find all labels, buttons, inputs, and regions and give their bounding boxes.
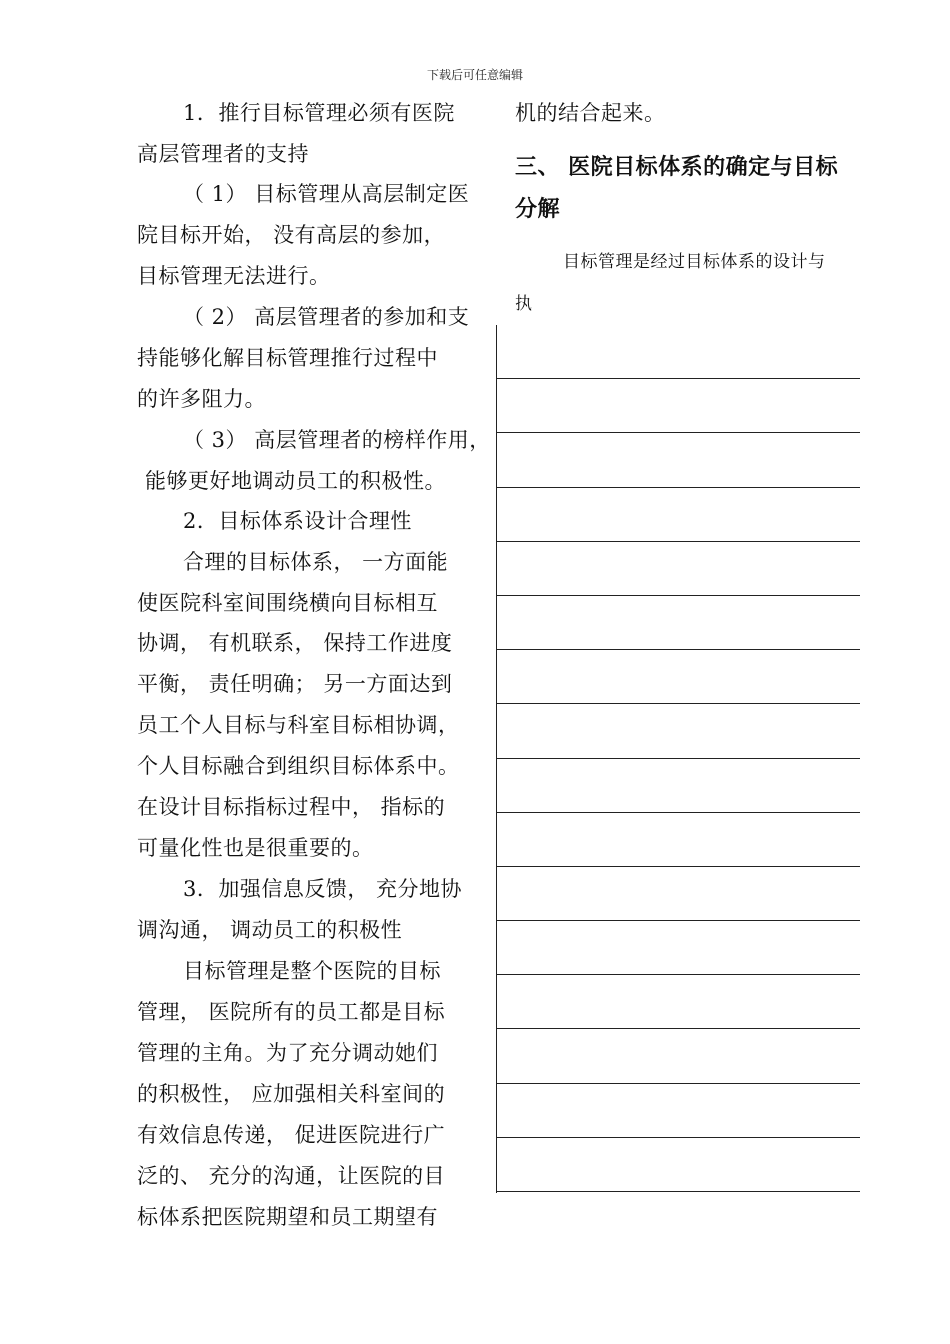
table-row [497,704,860,758]
section-heading: 三、 医院目标体系的确定与目标 [515,155,839,180]
table-row [497,1029,860,1083]
table-row [497,759,860,813]
table-row [497,325,860,379]
table-row [497,1138,860,1192]
table-row [497,1084,860,1138]
table-row [497,542,860,596]
continuation-text: 机的结合起来。 [515,101,666,125]
text-line: 管理的主角。为了充分调动她们 [137,1041,438,1065]
text-line: 2．目标体系设计合理性 [183,509,412,533]
text-line: （ 2） 高层管理者的参加和支 [183,305,470,329]
table-row [497,921,860,975]
text-line: 院目标开始， 没有高层的参加， [137,223,446,247]
text-line: （ 1） 目标管理从高层制定医 [183,182,470,206]
text-line: 持能够化解目标管理推行过程中 [137,346,438,370]
table-row [497,488,860,542]
text-line: 可量化性也是很重要的。 [137,836,374,860]
text-line: 管理， 医院所有的员工都是目标 [137,1000,446,1024]
text-line: 目标管理无法进行。 [137,264,331,288]
page-header: 下载后可任意编辑 [426,68,523,82]
paragraph-text-cont: 执 [515,294,533,314]
paragraph-text: 目标管理是经过目标体系的设计与 [563,252,826,272]
empty-table [496,325,860,1193]
text-line: 员工个人目标与科室目标相协调， [137,713,460,737]
text-line: 平衡， 责任明确； 另一方面达到 [137,672,453,696]
table-row [497,433,860,487]
text-line: 调沟通， 调动员工的积极性 [137,918,403,942]
text-line: 在设计目标指标过程中， 指标的 [137,795,446,819]
table-row [497,867,860,921]
text-line: 有效信息传递， 促进医院进行广 [137,1123,446,1147]
table-row [497,813,860,867]
text-line: 目标管理是整个医院的目标 [183,959,441,983]
table-row [497,975,860,1029]
table-row [497,596,860,650]
text-line: 的许多阻力。 [137,387,266,411]
text-line: 的积极性， 应加强相关科室间的 [137,1082,446,1106]
text-line: 协调， 有机联系， 保持工作进度 [137,631,453,655]
text-line: （ 3） 高层管理者的榜样作用， [183,428,491,452]
text-line: 标体系把医院期望和员工期望有 [137,1205,438,1229]
section-heading-cont: 分解 [515,197,561,222]
table-row [497,379,860,433]
text-line: 3．加强信息反馈， 充分地协 [183,877,463,901]
text-line: 使医院科室间围绕横向目标相互 [137,591,438,615]
table-row [497,650,860,704]
text-line: 泛的、 充分的沟通，让医院的目 [137,1164,446,1188]
text-line: 高层管理者的支持 [137,142,309,166]
text-line: 合理的目标体系， 一方面能 [183,550,449,574]
text-line: 能够更好地调动员工的积极性。 [145,469,446,493]
text-line: 个人目标融合到组织目标体系中。 [137,754,460,778]
text-line: 1．推行目标管理必须有医院 [183,101,455,125]
